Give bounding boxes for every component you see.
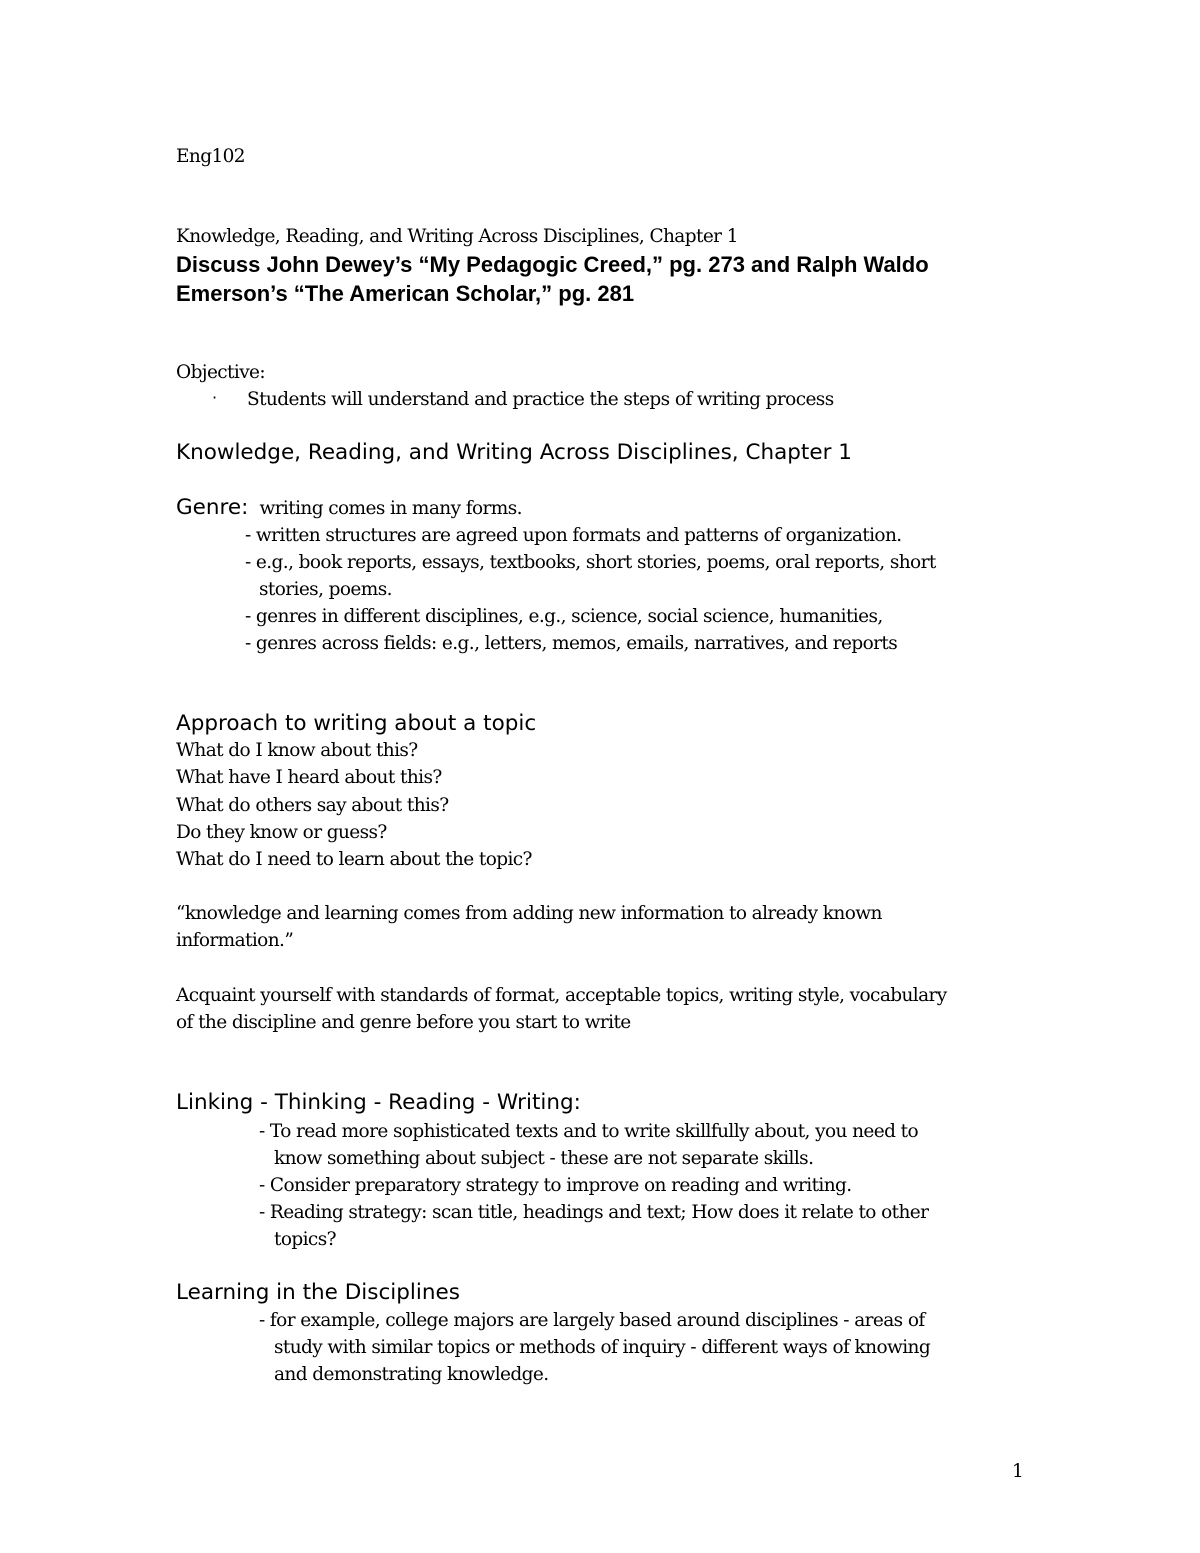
section-heading-approach: Approach to writing about a topic (176, 711, 537, 736)
linking-item: - Consider preparatory strategy to improve on reading and writing. (259, 1175, 852, 1196)
advice-line-1: Acquaint yourself with standards of format, acceptable topics, writing style, vocabulary (176, 985, 947, 1006)
approach-question: What do I need to learn about the topic? (176, 849, 532, 870)
genre-item: - genres across fields: e.g., letters, memos, emails, narratives, and reports (245, 633, 898, 654)
learning-item-continuation: and demonstrating knowledge. (274, 1364, 549, 1385)
approach-question: What have I heard about this? (176, 767, 442, 788)
bullet-icon: · (212, 388, 218, 407)
genre-item: - e.g., book reports, essays, textbooks, short stories, poems, oral reports, short (245, 552, 936, 573)
genre-item: - genres in different disciplines, e.g., science, social science, humanities, (245, 606, 883, 627)
page-number: 1 (1012, 1461, 1024, 1482)
approach-question: Do they know or guess? (176, 822, 387, 843)
objective-bullet-text: Students will understand and practice the steps of writing process (247, 389, 834, 410)
course-code: Eng102 (176, 146, 245, 167)
chapter-reference: Knowledge, Reading, and Writing Across Disciplines, Chapter 1 (176, 226, 738, 247)
linking-item-continuation: topics? (274, 1229, 336, 1250)
discussion-line-2: Emerson’s “The American Scholar,” pg. 281 (176, 281, 635, 306)
objective-label: Objective: (176, 362, 266, 383)
section-heading-linking: Linking - Thinking - Reading - Writing: (176, 1090, 581, 1115)
approach-question: What do others say about this? (176, 795, 449, 816)
linking-item: - To read more sophisticated texts and to write skillfully about, you need to (259, 1121, 918, 1142)
linking-item: - Reading strategy: scan title, headings and text; How does it relate to other (259, 1202, 929, 1223)
learning-item: - for example, college majors are largely based around disciplines - areas of (259, 1310, 925, 1331)
learning-item-continuation: study with similar topics or methods of inquiry - different ways of knowing (274, 1337, 931, 1358)
advice-line-2: of the discipline and genre before you start to write (176, 1012, 631, 1033)
linking-item-continuation: know something about subject - these are not separate skills. (274, 1148, 814, 1169)
quote-line-1: “knowledge and learning comes from adding new information to already known (176, 903, 882, 924)
quote-line-2: information.” (176, 930, 294, 951)
section-heading-learning: Learning in the Disciplines (176, 1280, 460, 1305)
genre-line (176, 494, 522, 522)
genre-item-continuation: stories, poems. (259, 579, 392, 600)
discussion-line-1: Discuss John Dewey’s “My Pedagogic Creed,” pg. 273 and Ralph Waldo (176, 252, 929, 277)
genre-item: - written structures are agreed upon formats and patterns of organization. (245, 525, 902, 546)
approach-question: What do I know about this? (176, 740, 418, 761)
genre-intro: writing comes in many forms. (259, 498, 522, 519)
section-heading-chapter: Knowledge, Reading, and Writing Across Disciplines, Chapter 1 (176, 440, 852, 465)
genre-label: Genre: (176, 495, 249, 520)
